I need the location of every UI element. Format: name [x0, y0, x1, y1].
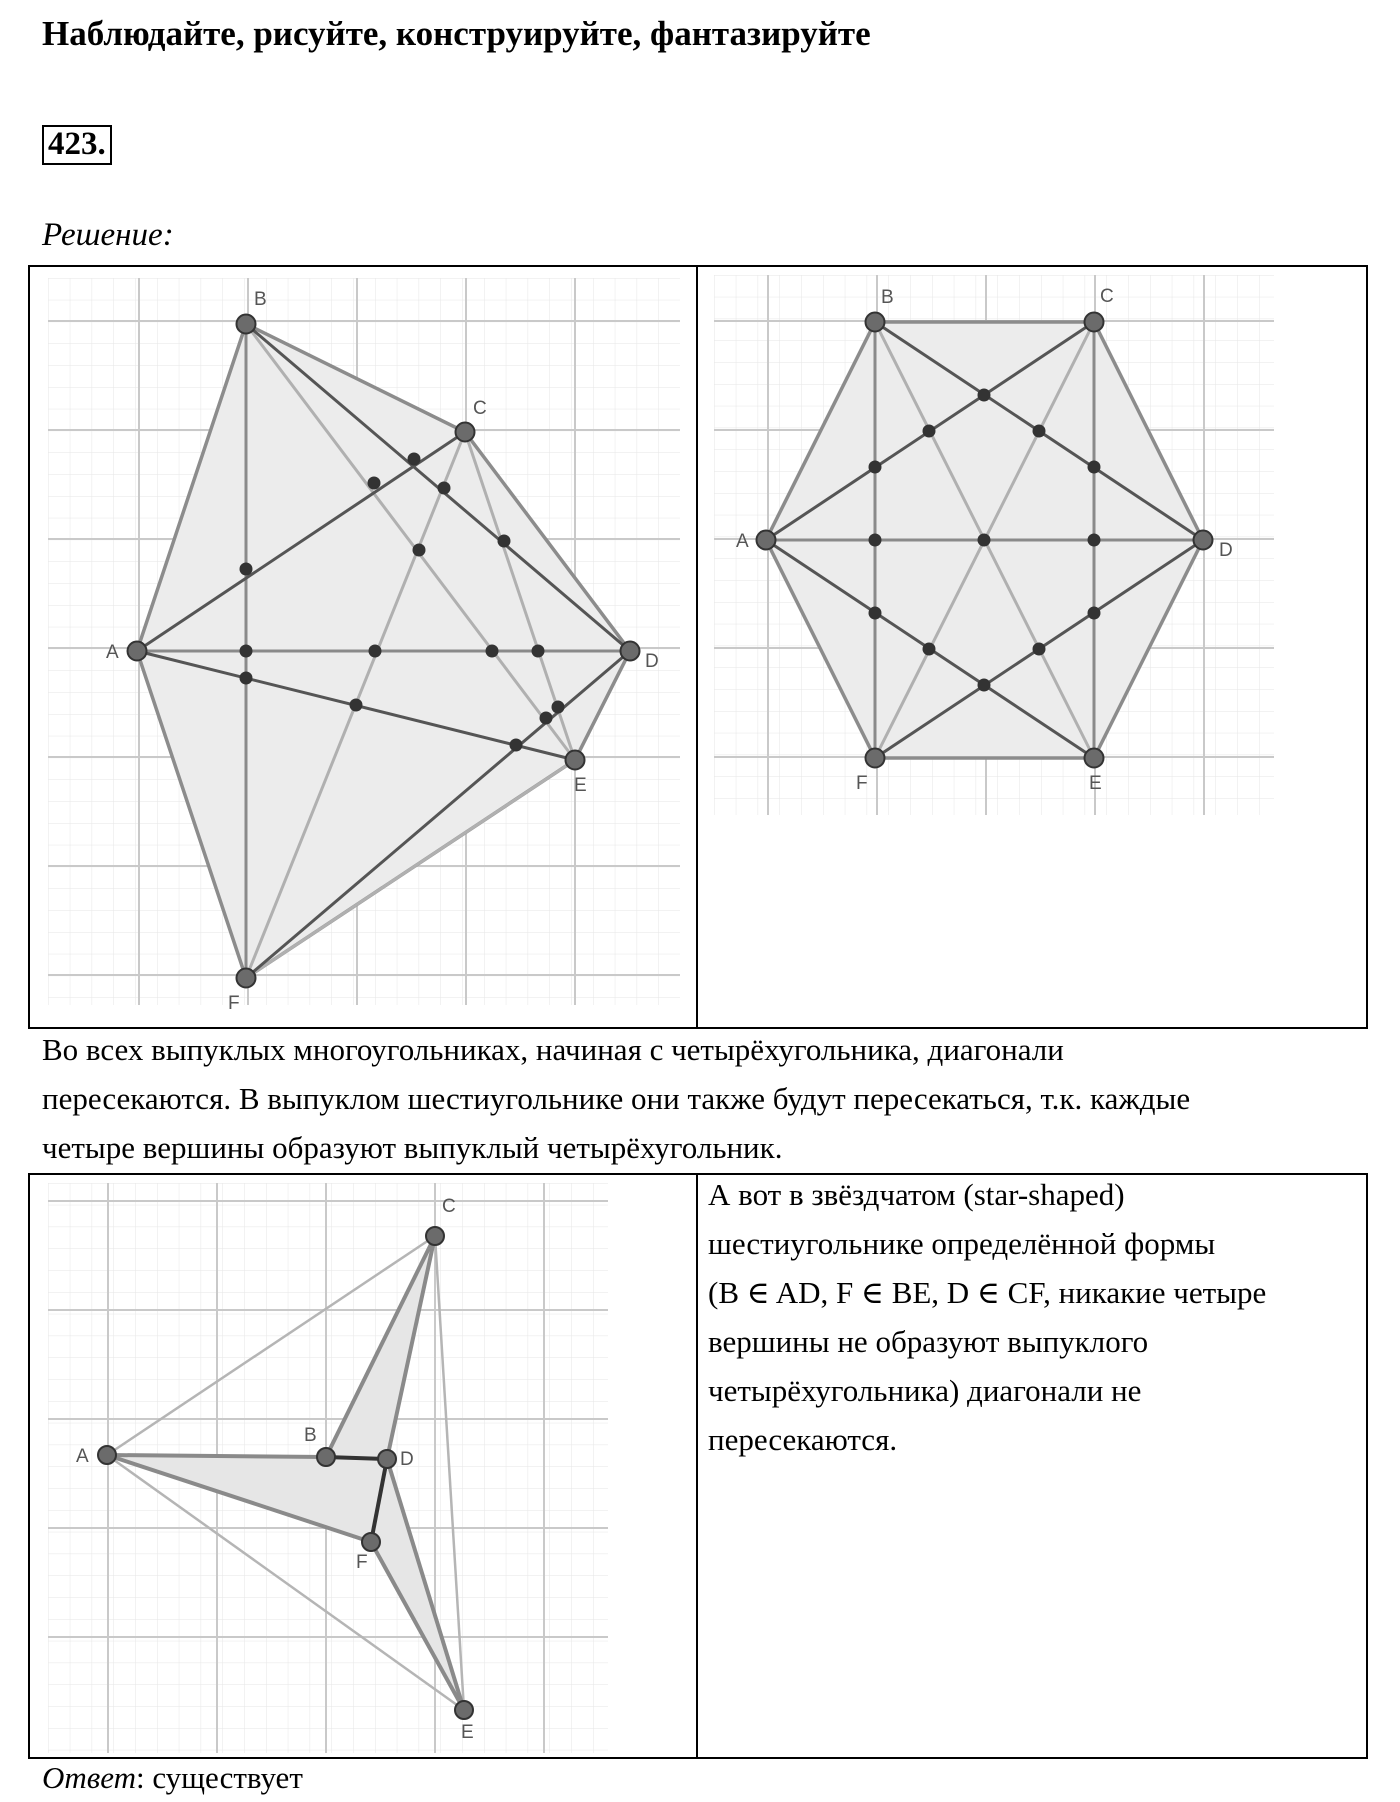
bottom-table-divider [696, 1175, 698, 1757]
explanation-line: шестиугольнике определённой формы [708, 1226, 1216, 1261]
task-number: 423. [42, 125, 112, 165]
vertex-b-label: B [304, 1425, 317, 1446]
vertex-c-label: C [1100, 286, 1114, 307]
solution-label: Решение: [42, 217, 174, 253]
figure2-cell [698, 267, 1366, 1027]
figure1-cell [30, 267, 696, 1027]
vertex-e-label: E [1089, 773, 1102, 794]
explanation-line: четырёхугольника) диагонали не [708, 1373, 1142, 1408]
explanation-line: (B ∈ AD, F ∈ BE, D ∈ CF, никакие четыре [708, 1275, 1267, 1310]
answer [42, 1760, 303, 1796]
vertex-c-label: C [442, 1196, 456, 1217]
paragraph-line: четыре вершины образуют выпуклый четырёхугольник. [42, 1130, 783, 1165]
answer-text: : существует [135, 1760, 303, 1795]
paragraph-line: Во всех выпуклых многоугольниках, начиная с четырёхугольника, диагонали [42, 1032, 1064, 1067]
explanation-line: вершины не образуют выпуклого [708, 1324, 1149, 1359]
paragraph-line: пересекаются. В выпуклом шестиугольнике они также будут пересекаться, т.к. каждые [42, 1081, 1191, 1116]
vertex-f-label: F [856, 773, 868, 794]
page-heading: Наблюдайте, рисуйте, конструируйте, фантазируйте [42, 14, 871, 53]
explanation-line: А вот в звёздчатом (star-shaped) [708, 1177, 1125, 1212]
vertex-a-label: A [736, 531, 749, 552]
vertex-c-label: C [473, 398, 487, 419]
vertex-b-label: B [881, 287, 894, 308]
vertex-e-label: E [461, 1722, 474, 1743]
figure3-cell [30, 1175, 696, 1757]
vertex-a-label: A [106, 642, 119, 663]
figure2-regular-hexagon [698, 267, 1366, 1027]
figure1-convex-hexagon [30, 267, 696, 1027]
top-figure-table [28, 265, 1368, 1029]
answer-label: Ответ [42, 1760, 136, 1795]
vertex-d-label: D [645, 651, 659, 672]
vertex-f-label: F [356, 1552, 368, 1573]
vertex-f-label: F [228, 993, 240, 1014]
vertex-a-label: A [76, 1446, 89, 1467]
figure3-star-hexagon [30, 1175, 696, 1757]
vertex-b-label: B [254, 289, 267, 310]
vertex-d-label: D [1219, 540, 1233, 561]
explanation-paragraph [42, 1025, 1372, 1172]
vertex-e-label: E [574, 775, 587, 796]
star-hexagon-explanation [708, 1170, 1358, 1464]
explanation-line: пересекаются. [708, 1422, 898, 1457]
vertex-d-label: D [400, 1449, 414, 1470]
